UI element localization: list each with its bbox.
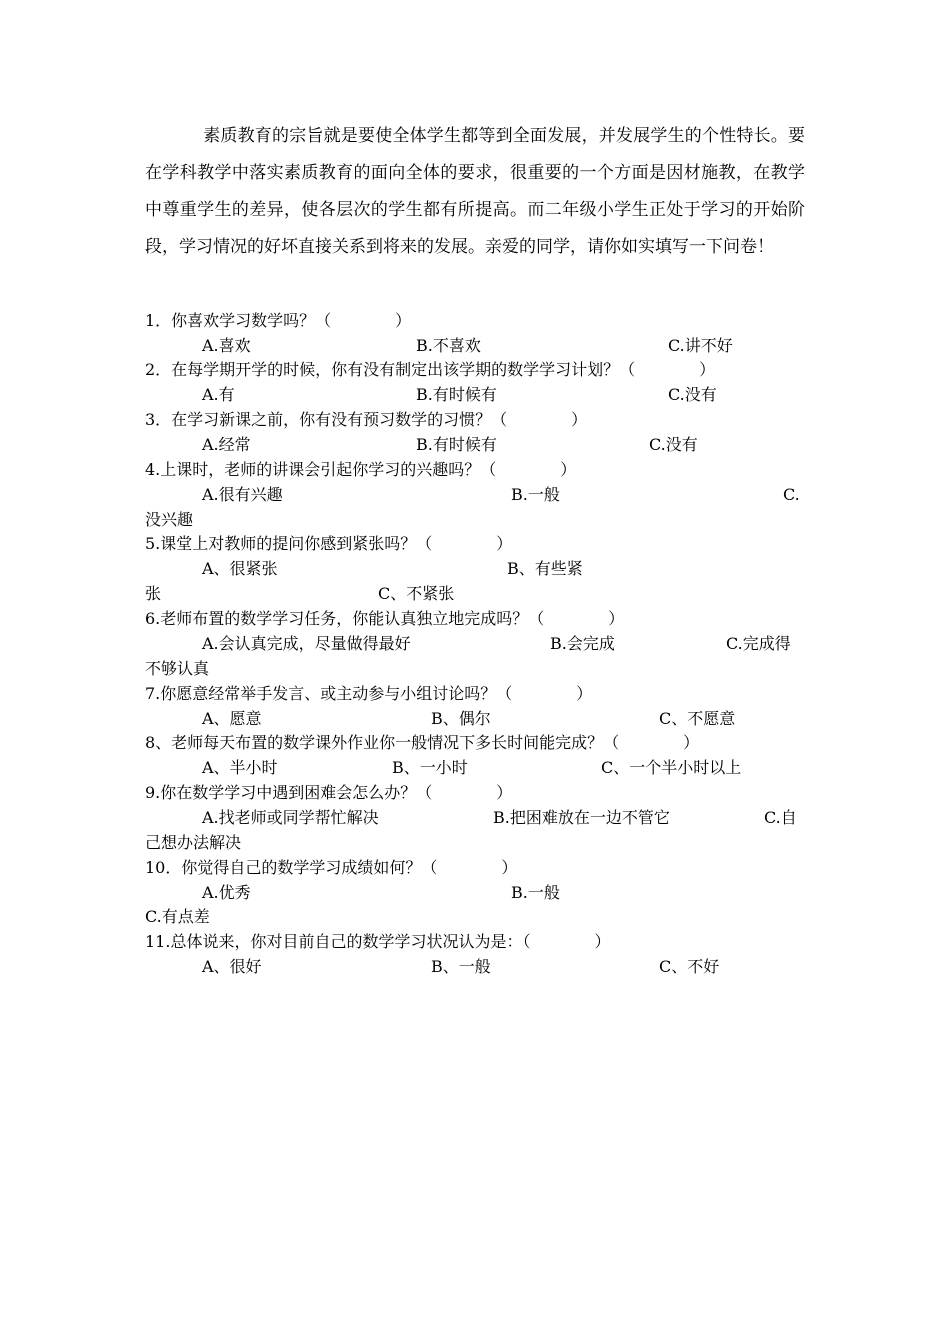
q5-option-b: B、有些紧 [507,559,583,578]
q3-option-a: A.经常 [202,435,251,454]
q10-option-a: A.优秀 [202,883,251,902]
q5-option-a: A、很紧张 [202,559,278,578]
question-5: 5.课堂上对教师的提问你感到紧张吗？（ ） [145,534,513,553]
question-10: 10．你觉得自己的数学学习成绩如何？（ ） [145,858,518,877]
q11-option-a: A、很好 [202,957,262,976]
q6-option-c: C.完成得 [726,634,791,653]
q2-option-b: B.有时候有 [416,385,497,404]
q1-option-c: C.讲不好 [668,336,733,355]
question-8: 8、老师每天布置的数学课外作业你一般情况下多长时间能完成？（ ） [145,733,700,752]
q4-option-c: C. [783,485,800,504]
q4-option-a: A.很有兴趣 [202,485,283,504]
q7-option-b: B、偶尔 [431,709,491,728]
q6-option-b: B.会完成 [550,634,615,653]
q5-option-c: C、不紧张 [378,584,455,603]
q11-option-c: C、不好 [659,957,720,976]
q1-option-b: B.不喜欢 [416,336,481,355]
q7-option-a: A、愿意 [202,709,262,728]
question-7: 7.你愿意经常举手发言、或主动参与小组讨论吗？（ ） [145,684,593,703]
q4-option-b: B.一般 [511,485,560,504]
q10-option-b: B.一般 [511,883,560,902]
q1-option-a: A.喜欢 [202,336,251,355]
q3-option-c: C.没有 [649,435,698,454]
q9-option-c-wrap: 己想办法解决 [145,833,242,852]
question-4: 4.上课时，老师的讲课会引起你学习的兴趣吗？（ ） [145,460,577,479]
intro-paragraph [145,118,805,266]
q8-option-b: B、一小时 [392,758,468,777]
question-3: 3．在学习新课之前，你有没有预习数学的习惯？（ ） [145,410,588,429]
q2-option-c: C.没有 [668,385,717,404]
q8-option-a: A、半小时 [202,758,278,777]
q9-option-b: B.把困难放在一边不管它 [493,808,670,827]
question-11: 11.总体说来，你对目前自己的数学学习状况认为是：（ ） [145,932,611,951]
q6-option-c-wrap: 不够认真 [145,659,210,678]
q10-option-c: C.有点差 [145,907,210,926]
q11-option-b: B、一般 [431,957,491,976]
q5-option-b-wrap: 张 [145,584,162,603]
intro-text: 素质教育的宗旨就是要使全体学生都等到全面发展，并发展学生的个性特长。要在学科教学中落实素质教育的面向全体的要求，很重要的一个方面是因材施教，在教学中尊重学生的差异，使各层次的学生都有所提高。而二年级小学生正处于学习的开始阶段，学习情况的好坏直接关系到将来的发展。亲爱的同学，请你如实填写一下问卷！ [145,126,805,257]
q3-option-b: B.有时候有 [416,435,497,454]
q9-option-a: A.找老师或同学帮忙解决 [202,808,379,827]
question-1: 1．你喜欢学习数学吗？（ ） [145,311,412,330]
q6-option-a: A.会认真完成，尽量做得最好 [202,634,411,653]
question-6: 6.老师布置的数学学习任务，你能认真独立地完成吗？（ ） [145,609,625,628]
question-2: 2．在每学期开学的时候，你有没有制定出该学期的数学学习计划？（ ） [145,360,716,379]
question-9: 9.你在数学学习中遇到困难会怎么办？（ ） [145,783,513,802]
q9-option-c: C.自 [764,808,797,827]
q7-option-c: C、不愿意 [659,709,736,728]
q8-option-c: C、一个半小时以上 [601,758,742,777]
q2-option-a: A.有 [202,385,235,404]
q4-option-c-wrap: 没兴趣 [145,510,194,529]
